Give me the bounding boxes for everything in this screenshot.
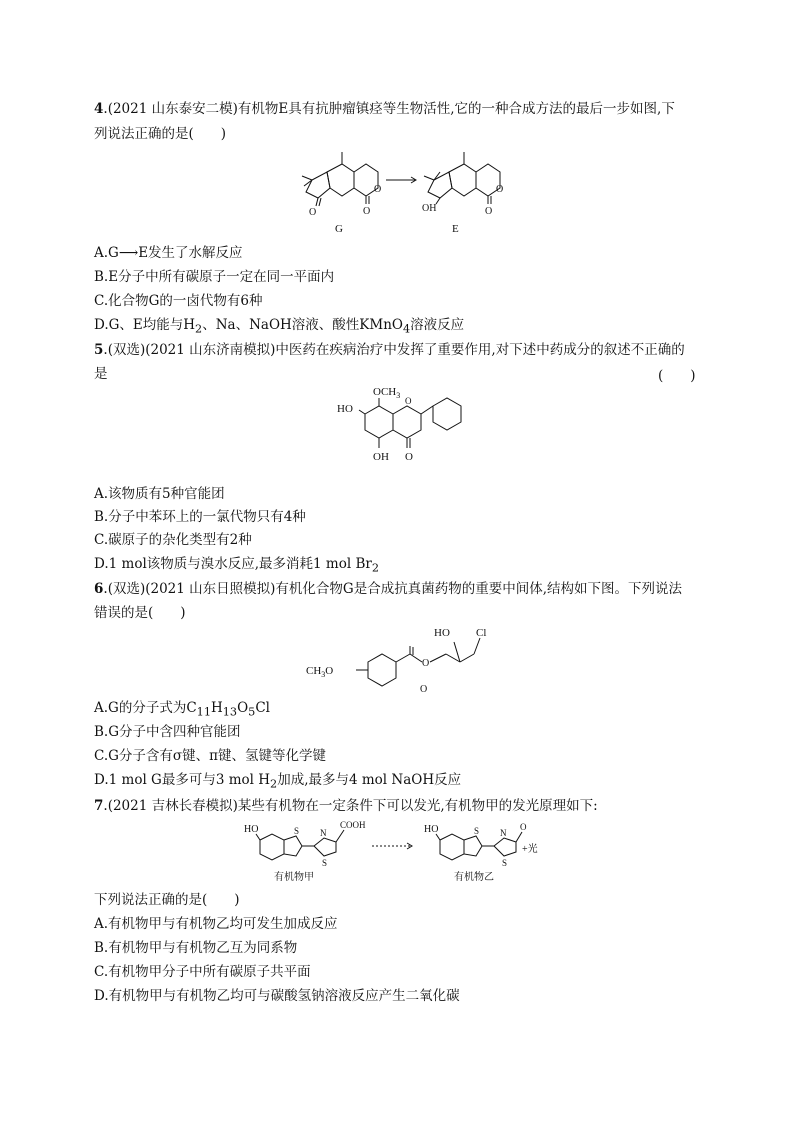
- q7-yi-s2: S: [502, 858, 508, 868]
- q7-jia-ho: HO: [244, 824, 259, 835]
- q6-structure-svg: [304, 622, 504, 698]
- q4-e-oh: OH: [422, 203, 437, 214]
- q7-label-yi: 有机物乙: [454, 872, 494, 883]
- q5-option-c: C.碳原子的杂化类型有2种: [94, 532, 252, 548]
- q6-carbonyl-o: O: [420, 684, 428, 695]
- q4-label-g: G: [335, 223, 343, 235]
- q7-reaction-figure: [244, 818, 584, 884]
- q6-option-c: C.G分子含有σ键、π键、氢键等化学键: [94, 748, 327, 764]
- q7-option-b: B.有机物甲与有机物乙互为同系物: [94, 940, 298, 956]
- q4-reaction-svg: [290, 148, 530, 238]
- q6-ester-o: O: [422, 658, 430, 669]
- q5-stem-line1: 5.(双选)(2021 山东济南模拟)中医药在疾病治疗中发挥了重要作用,对下述中药成分的叙述不正确的: [94, 342, 685, 358]
- q7-jia-cooh: COOH: [340, 820, 366, 830]
- q7-option-a: A.有机物甲与有机物乙均可发生加成反应: [94, 916, 338, 932]
- q6-option-d: D.1 mol G最多可与3 mol $H_2$加成,最多与4 mol NaOH反应: [94, 772, 462, 791]
- q5-structure-figure: [335, 386, 485, 481]
- q6-ho: HO: [434, 627, 450, 639]
- q5-ketone-o: O: [405, 451, 413, 463]
- q5-number: 5: [94, 342, 104, 358]
- q7-yi-n: N: [500, 828, 507, 838]
- q5-structure-svg: [335, 386, 485, 481]
- q4-option-a: A.G⟶E发生了水解反应: [94, 245, 243, 261]
- q5-stem-line2: 是: [94, 366, 108, 382]
- q7-reaction-svg: [244, 818, 584, 884]
- q4-stem-line1: 4.(2021 山东泰安二模)有机物E具有抗肿瘤镇痉等生物活性,它的一种合成方法的最后一步如图,下: [94, 101, 675, 117]
- q6-option-a: A.G的分子式为$C_{11}H_{13}O_5Cl$: [94, 700, 270, 719]
- q5-option-a: A.该物质有5种官能团: [94, 486, 225, 502]
- q6-stem-line1: 6.(双选)(2021 山东日照模拟)有机化合物G是合成抗真菌药物的重要中间体,结构如下图。下列说法: [94, 581, 682, 597]
- q7-option-c: C.有机物甲分子中所有碳原子共平面: [94, 964, 311, 980]
- q5-option-d: D.1 mol该物质与溴水反应,最多消耗1 mol $Br_2$: [94, 556, 380, 575]
- q7-yi-s1: S: [474, 826, 480, 836]
- q7-option-d: D.有机物甲与有机物乙均可与碳酸氢钠溶液反应产生二氧化碳: [94, 988, 460, 1004]
- q6-ch3o: $CH_3O$: [306, 665, 334, 679]
- q7-jia-s2: S: [322, 858, 328, 868]
- q7-stem-line2: 下列说法正确的是( ): [94, 892, 240, 908]
- q4-e-lactone-o: O: [485, 206, 493, 217]
- q6-stem-line2: 错误的是( ): [94, 605, 186, 621]
- q7-jia-s1: S: [294, 826, 300, 836]
- q4-reaction-figure: [290, 148, 530, 238]
- reaction-arrow-icon: ⟶: [118, 245, 139, 261]
- q6-structure-figure: [304, 622, 504, 698]
- q5-oh: OH: [373, 451, 389, 463]
- q5-ho: HO: [337, 403, 353, 415]
- q4-g-lactone-o: O: [363, 206, 371, 217]
- q6-number: 6: [94, 581, 104, 597]
- q7-stem-line1: 7.(2021 吉林长春模拟)某些有机物在一定条件下可以发光,有机物甲的发光原理如下:: [94, 798, 598, 814]
- q7-yi-o: O: [520, 822, 527, 832]
- q7-jia-n: N: [320, 828, 327, 838]
- q4-option-b: B.E分子中所有碳原子一定在同一平面内: [94, 269, 335, 285]
- q4-e-ring-o: O: [496, 184, 504, 195]
- q5-option-b: B.分子中苯环上的一氯代物只有4种: [94, 509, 306, 525]
- q6-cl: Cl: [476, 627, 487, 639]
- q5-och3: $OCH_3$: [373, 386, 401, 400]
- q6-option-b: B.G分子中含四种官能团: [94, 724, 241, 740]
- q4-g-ketone-o: O: [309, 207, 317, 218]
- q7-light: +光: [522, 844, 538, 855]
- q4-option-c: C.化合物G的一卤代物有6种: [94, 293, 263, 309]
- q4-g-ring-o: O: [374, 184, 382, 195]
- q4-option-d: D.G、E均能与$H_2$、Na、NaOH溶液、酸性KMnO$_4$溶液反应: [94, 317, 465, 336]
- q7-number: 7: [94, 798, 104, 814]
- q4-number: 4: [94, 101, 104, 117]
- q5-ring-o: O: [405, 396, 412, 406]
- q4-label-e: E: [452, 223, 459, 235]
- q4-stem-line2: 列说法正确的是( ): [94, 126, 227, 142]
- q7-yi-ho: HO: [424, 824, 439, 835]
- q7-label-jia: 有机物甲: [274, 872, 314, 883]
- q5-answer-paren: ( ): [658, 368, 696, 384]
